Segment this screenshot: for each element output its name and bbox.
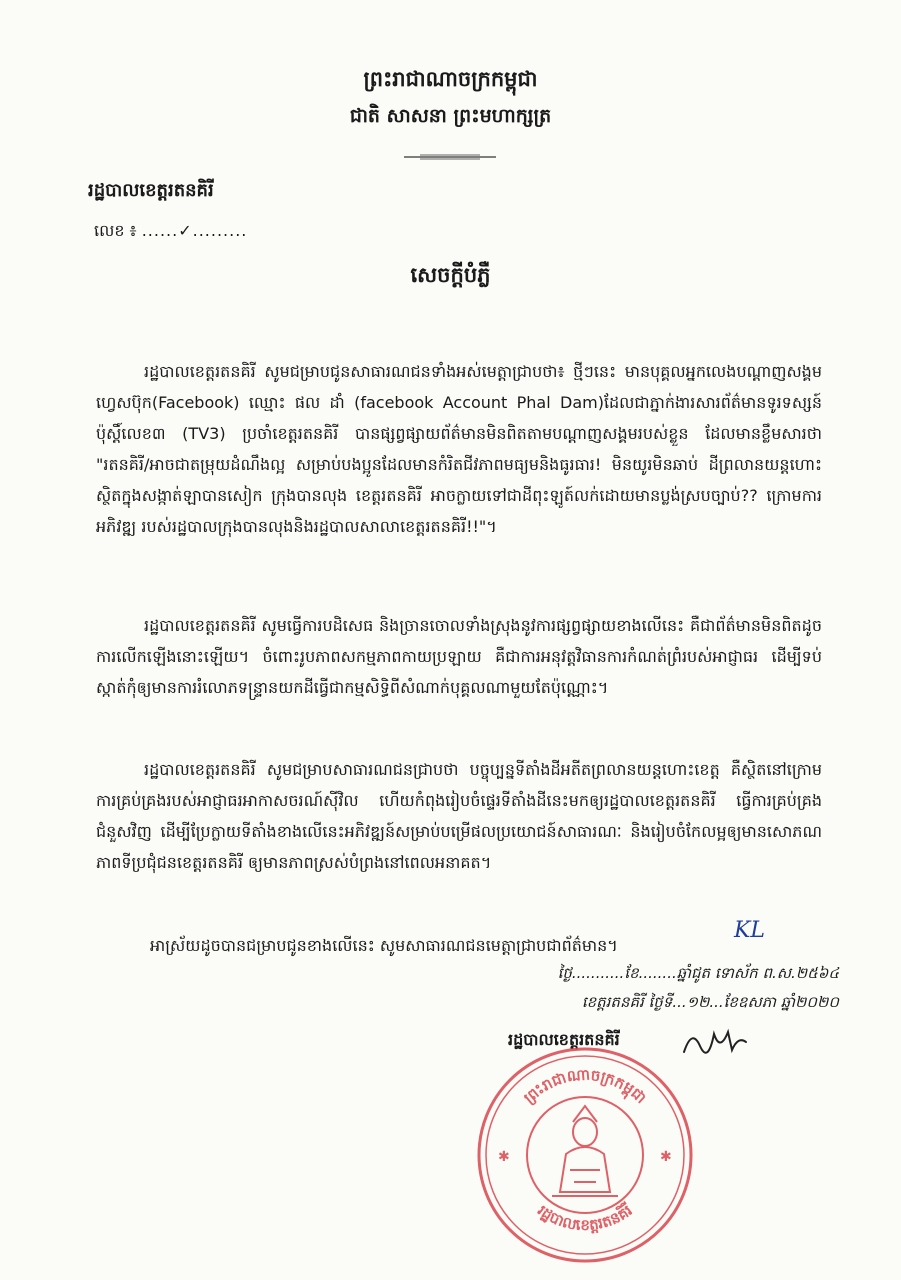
reference-label: លេខ ៖ [94,221,137,240]
divider-ornament [400,152,500,162]
seal-top-text: ព្រះរាជាណាចក្រកម្ពុជា [520,1065,650,1108]
national-motto: ជាតិ សាសនា ព្រះមហាក្សត្រ [349,105,552,127]
solar-date: ខេត្តរតនគិរី ថ្ងៃទី...១២...ខែឧសភា ឆ្នាំ២០២០ [581,993,839,1011]
handwritten-initials: KL [734,918,766,943]
lunar-date: ថ្ងៃ...........ខែ........ឆ្នាំជូត ទោស័ក ព.ស.២៥៦៤ [557,964,839,982]
seal-emblem [552,1106,618,1196]
paragraph-3: រដ្ឋបាលខេត្តរតនគិរី សូមជម្រាបសាធារណជនជ្រាបថា បច្ចុប្បន្នទីតាំងដីអតីតព្រលានយន្តហោះខេត្ត គឺស្ថិតនៅក្រោមការគ្រប់គ្រងរបស់អាជ្ញាធរអាកាសចរណ៍ស៊ីវិល ហើយកំពុងរៀបចំផ្ទេរទីតាំងដីនេះមកឲ្យរដ្ឋបាលខេត្តរតនគិរី ធ្វើការគ្រប់គ្រងជំនួសវិញ ដើម្បីប្រែក្លាយទីតាំងខាងលើនេះអភិវឌ្ឍន៍សម្រាប់បម្រើផលប្រយោជន៍សាធារណៈ និងរៀបចំកែលម្អឲ្យមានសោភណភាពទីប្រជុំជនខេត្តរតនគិរី ឲ្យមានភាពស្រស់បំព្រងនៅពេលអនាគត។ [96,760,822,872]
signing-authority: រដ្ឋបាលខេត្តរតនគិរី [508,1030,620,1049]
svg-text:✱: ✱ [660,1149,672,1165]
reference-value: ......✓......... [141,221,248,240]
reference-number [94,220,247,244]
closing-paragraph: អាស្រ័យដូចបានជម្រាបជូនខាងលើនេះ សូមសាធារណជនមេត្តាជ្រាបជាព័ត៌មាន។ [150,936,618,955]
issuing-authority: រដ្ឋបាលខេត្តរតនគិរី [88,180,214,201]
kingdom-header: ព្រះរាជាណាចក្រកម្ពុជា [363,67,538,91]
document-title: សេចក្តីបំភ្លឺ [410,263,491,287]
official-seal [474,1044,696,1266]
paragraph-2: រដ្ឋបាលខេត្តរតនគិរី សូមធ្វើការបដិសេធ និងច្រានចោលទាំងស្រុងនូវការផ្សព្វផ្សាយខាងលើនេះ គឺជាព័ត៌មានមិនពិតដូចការលើកឡើងនោះឡើយ។ ចំពោះរូបភាពសកម្មភាពកាយប្រឡាយ គឺជាការអនុវត្តវិធានការកំណត់ព្រំរបស់អាជ្ញាធរ ដើម្បីទប់ស្កាត់កុំឲ្យមានការរំលោភទន្រ្ទានយកដីធ្វើជាកម្មសិទ្ធិពីសំណាក់បុគ្គលណាមួយតែប៉ុណ្ណោះ។ [96,616,822,697]
seal-bottom-text: រដ្ឋបាលខេត្តរតនគិរី [534,1201,636,1235]
svg-text:✱: ✱ [498,1149,510,1165]
paragraph-1: រដ្ឋបាលខេត្តរតនគិរី សូមជម្រាបជូនសាធារណជនទាំងអស់មេត្តាជ្រាបថា៖ ថ្មីៗនេះ មានបុគ្គលអ្នកលេងបណ្តាញសង្គមហ្វេសប៊ុក(Facebook) ឈ្មោះ ផល ដាំ (facebook Account Phal Dam)ដែលជាភ្នាក់ងារសារព័ត៌មានទូរទស្សន៍ប៉ុស្តិ៍លេខ៣ (TV3) ប្រចាំខេត្តរតនគិរី បានផ្សព្វផ្សាយព័ត៌មានមិនពិតតាមបណ្តាញសង្គមរបស់ខ្លួន ដែលមានខ្លឹមសារថា "រតនគិរី/អាចជាតម្រុយដំណឹងល្អ សម្រាប់បងប្អូនដែលមានកំរិតជីវភាពមធ្យមនិងធូរធារ! មិនយូរមិនឆាប់ ដីព្រលានយន្តហោះស្ថិតក្នុងសង្កាត់ឡាបានសៀក ក្រុងបានលុង ខេត្តរតនគិរី អាចក្លាយទៅជាដីពុះឡូត៍លក់ដោយមានប្លង់ស្របច្បាប់?? ក្រោមការអភិវឌ្ឍ របស់រដ្ឋបាលក្រុងបានលុងនិងរដ្ឋបាលសាលាខេត្តរតនគិរី!!"។ [96,362,822,536]
